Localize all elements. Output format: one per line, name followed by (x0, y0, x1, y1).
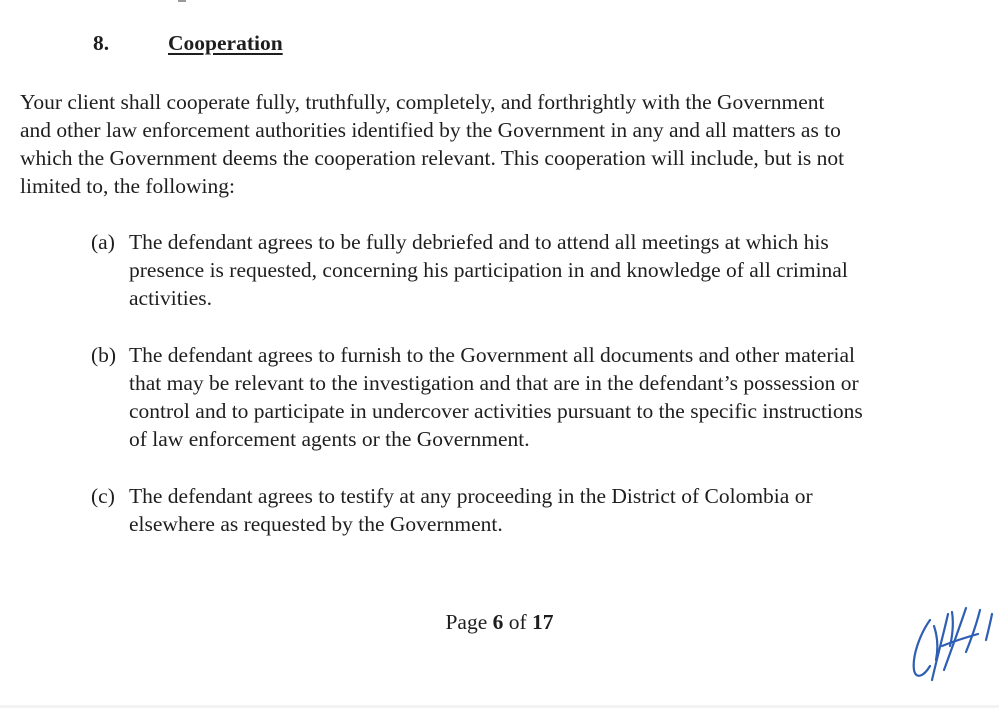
clause-line: that may be relevant to the investigation and that are in the defendant’s possession or (129, 371, 859, 395)
section-number: 8. (93, 31, 110, 55)
intro-line: and other law enforcement authorities identified by the Government in any and all matters as to (20, 118, 841, 142)
clause-c (91, 482, 991, 538)
clause-line: activities. (129, 286, 212, 310)
clause-line: elsewhere as requested by the Government. (129, 512, 503, 536)
section-title: Cooperation (168, 31, 283, 55)
clause-line: The defendant agrees to testify at any proceeding in the District of Colombia or (129, 484, 813, 508)
clause-line: control and to participate in undercover activities pursuant to the specific instructions (129, 399, 863, 423)
clause-letter: (a) (91, 230, 115, 254)
page-of-label: of (508, 610, 527, 634)
scan-mark (178, 0, 186, 2)
clause-b (91, 341, 991, 453)
intro-line: which the Government deems the cooperation relevant. This cooperation will include, but is not (20, 146, 845, 170)
page-label: Page (445, 610, 488, 634)
clause-letter: (c) (91, 484, 115, 508)
page-total: 17 (532, 610, 554, 634)
clause-line: of law enforcement agents or the Government. (129, 427, 530, 451)
handwritten-initials (908, 604, 999, 690)
page-footer (0, 610, 999, 635)
intro-line: Your client shall cooperate fully, truthfully, completely, and forthrightly with the Government (20, 90, 825, 114)
page-current: 6 (492, 610, 504, 634)
clause-letter: (b) (91, 343, 117, 367)
intro-paragraph (20, 88, 995, 200)
intro-line: limited to, the following: (20, 174, 235, 198)
clause-line: The defendant agrees to be fully debriefed and to attend all meetings at which his (129, 230, 829, 254)
clause-line: presence is requested, concerning his participation in and knowledge of all criminal (129, 258, 848, 282)
clause-a (91, 228, 991, 312)
clause-line: The defendant agrees to furnish to the Government all documents and other material (129, 343, 855, 367)
